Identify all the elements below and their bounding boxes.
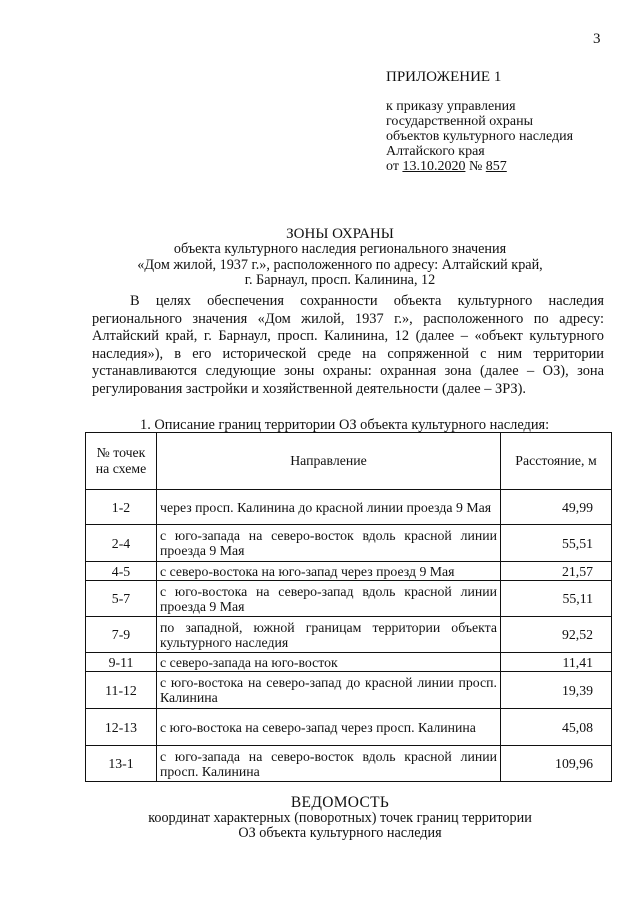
- cell-points: 1-2: [86, 490, 157, 525]
- appendix-line: к приказу управления: [386, 99, 516, 114]
- cell-distance: 11,41: [501, 653, 612, 672]
- cell-points: 4-5: [86, 562, 157, 581]
- header-distance: Расстояние, м: [501, 433, 612, 490]
- cell-points: 11-12: [86, 672, 157, 709]
- header-point: № точек на схеме: [86, 433, 157, 490]
- table-row: [86, 490, 612, 525]
- cell-points: 12-13: [86, 709, 157, 746]
- page-number: 3: [593, 31, 601, 47]
- table-row: [86, 653, 612, 672]
- zones-subtitle: [60, 242, 620, 289]
- table-row: [86, 562, 612, 581]
- cell-direction: с северо-востока на юго-запад через проезд 9 Мая: [157, 562, 501, 581]
- statement-subtitle-line: ОЗ объекта культурного наследия: [238, 825, 442, 841]
- table-row: [86, 525, 612, 562]
- intro-paragraph: В целях обеспечения сохранности объекта культурного наследия регионального значения «Дом жилой, 1937 г.», расположенного по адресу: Алтайский край, г. Барнаул, просп. Калинина, 12 (далее – «объект культурного наследия»), в его исторической среде на сопряженной с ним территории устанавливаются следующие зоны охраны: охранная зона (далее – ОЗ), зона регулирования застройки и хозяйственной деятельности (далее – ЗРЗ).: [92, 293, 604, 397]
- cell-direction: с юго-востока на северо-запад до красной линии просп. Калинина: [157, 672, 501, 709]
- cell-points: 9-11: [86, 653, 157, 672]
- cell-direction: с северо-запада на юго-восток: [157, 653, 501, 672]
- statement-subtitle: [60, 811, 620, 841]
- order-date: 13.10.2020: [402, 159, 466, 174]
- table-row: [86, 672, 612, 709]
- cell-distance: 92,52: [501, 617, 612, 653]
- cell-points: 7-9: [86, 617, 157, 653]
- cell-points: 5-7: [86, 581, 157, 617]
- cell-direction: с юго-запада на северо-восток вдоль красной линии просп. Калинина: [157, 746, 501, 782]
- order-number: 857: [485, 159, 507, 174]
- cell-direction: с юго-востока на северо-запад через просп. Калинина: [157, 709, 501, 746]
- cell-points: 2-4: [86, 525, 157, 562]
- cell-distance: 55,11: [501, 581, 612, 617]
- cell-direction: по западной, южной границам территории объекта культурного наследия: [157, 617, 501, 653]
- zones-subtitle-line: «Дом жилой, 1937 г.», расположенного по адресу: Алтайский край,: [137, 256, 543, 273]
- cell-direction: через просп. Калинина до красной линии проезда 9 Мая: [157, 490, 501, 525]
- appendix-line: Алтайского края: [386, 144, 485, 159]
- cell-direction: с юго-запада на северо-восток вдоль красной линии проезда 9 Мая: [157, 525, 501, 562]
- table-header-row: [86, 433, 612, 490]
- appendix-line: государственной охраны: [386, 114, 534, 129]
- zones-subtitle-line: г. Барнаул, просп. Калинина, 12: [244, 272, 436, 288]
- cell-distance: 19,39: [501, 672, 612, 709]
- header-direction: Направление: [157, 433, 501, 490]
- table-row: [86, 709, 612, 746]
- appendix-line: объектов культурного наследия: [386, 129, 574, 144]
- table-row: [86, 617, 612, 653]
- appendix-title: ПРИЛОЖЕНИЕ 1: [386, 69, 502, 85]
- table-row: [86, 746, 612, 782]
- number-sign: №: [468, 159, 483, 174]
- section-caption: 1. Описание границ территории ОЗ объекта культурного наследия:: [140, 417, 550, 433]
- cell-distance: 55,51: [501, 525, 612, 562]
- statement-subtitle-line: координат характерных (поворотных) точек границ территории: [148, 810, 532, 826]
- zones-title: ЗОНЫ ОХРАНЫ: [286, 226, 394, 242]
- boundary-table: [85, 432, 612, 782]
- cell-distance: 21,57: [501, 562, 612, 581]
- appendix-block: [386, 70, 573, 174]
- cell-distance: 45,08: [501, 709, 612, 746]
- cell-direction: с юго-востока на северо-запад вдоль красной линии проезда 9 Мая: [157, 581, 501, 617]
- date-prefix: от: [386, 159, 399, 174]
- table-row: [86, 581, 612, 617]
- cell-points: 13-1: [86, 746, 157, 782]
- order-date-line: [386, 159, 573, 174]
- zones-subtitle-line: объекта культурного наследия регионального значения: [173, 241, 507, 257]
- statement-title: ВЕДОМОСТЬ: [290, 794, 390, 811]
- cell-distance: 49,99: [501, 490, 612, 525]
- cell-distance: 109,96: [501, 746, 612, 782]
